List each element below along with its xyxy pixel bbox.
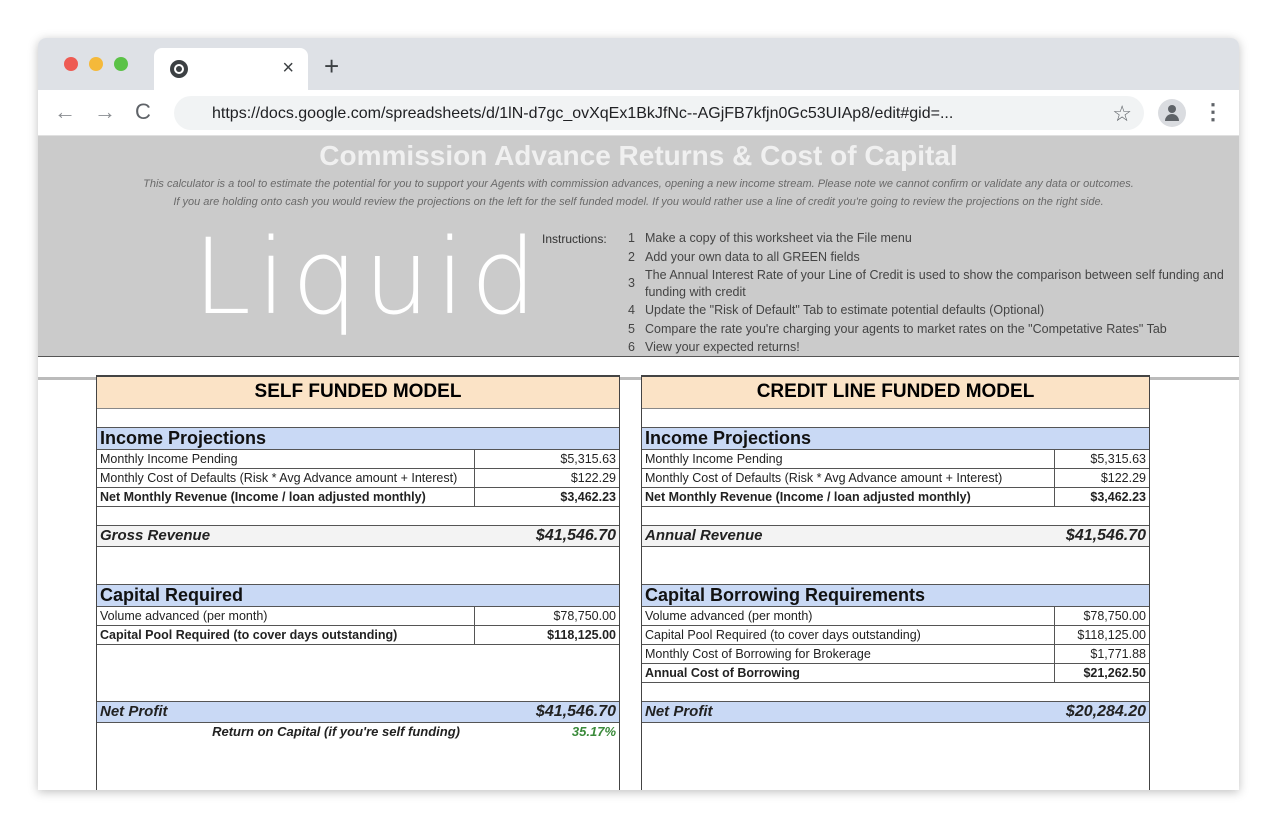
tab-google-sheets[interactable] — [154, 48, 308, 90]
table-row[interactable]: Monthly Income Pending $5,315.63 — [97, 449, 619, 468]
self-funded-panel — [96, 375, 620, 790]
new-tab-button[interactable]: + — [324, 51, 340, 81]
table-row[interactable]: Monthly Cost of Borrowing for Brokerage $1,771.88 — [642, 644, 1149, 663]
instruction-item: 5 Compare the rate you're charging your agents to market rates on the "Competative Rates" Tab — [628, 321, 1167, 336]
instructions-label: Instructions: — [542, 232, 607, 246]
instruction-item: 1 Make a copy of this worksheet via the File menu — [628, 231, 912, 245]
chrome-icon — [170, 60, 188, 78]
forward-arrow-icon[interactable]: → — [94, 99, 116, 124]
sheet-header — [38, 136, 1239, 357]
table-row[interactable]: Capital Pool Required (to cover days outstanding) $118,125.00 — [97, 625, 619, 644]
close-window-button[interactable] — [64, 57, 78, 71]
credit-line-title[interactable]: CREDIT LINE FUNDED MODEL — [642, 376, 1149, 408]
instruction-item: 6 View your expected returns! — [628, 340, 800, 354]
more-menu-icon[interactable]: ⋮ — [1202, 99, 1224, 124]
self-funded-title[interactable]: SELF FUNDED MODEL — [97, 376, 619, 408]
annual-revenue-row[interactable]: Annual Revenue $41,546.70 — [642, 525, 1149, 546]
credit-line-panel — [641, 375, 1150, 790]
browser-window — [38, 38, 1239, 790]
instruction-item: 2 Add your own data to all GREEN fields — [628, 249, 860, 264]
instruction-item: 4 Update the "Risk of Default" Tab to estimate potential defaults (Optional) — [628, 303, 1045, 317]
profile-avatar-icon[interactable] — [1158, 99, 1186, 127]
tab-bar — [38, 38, 1239, 90]
section-income-projections[interactable]: Income Projections — [97, 427, 619, 449]
instruction-item: 3 The Annual Interest Rate of your Line of Credit is used to show the comparison between self funding and funding with credit — [628, 268, 1224, 299]
tab-close-icon[interactable]: × — [282, 57, 294, 79]
maximize-window-button[interactable] — [114, 57, 128, 71]
table-row[interactable]: Annual Cost of Borrowing $21,262.50 — [642, 663, 1149, 682]
back-arrow-icon[interactable]: ← — [54, 99, 76, 124]
address-bar[interactable] — [174, 96, 1144, 130]
table-row[interactable]: Volume advanced (per month) $78,750.00 — [97, 606, 619, 625]
return-on-capital-row[interactable]: Return on Capital (if you're self funding) 35.17% — [212, 724, 616, 740]
section-capital-borrowing[interactable]: Capital Borrowing Requirements — [642, 584, 1149, 606]
table-row[interactable]: Volume advanced (per month) $78,750.00 — [642, 606, 1149, 625]
table-row[interactable]: Capital Pool Required (to cover days outstanding) $118,125.00 — [642, 625, 1149, 644]
browser-toolbar — [38, 90, 1239, 136]
liquid-logo: Liquid — [193, 216, 543, 338]
table-row[interactable]: Monthly Cost of Defaults (Risk * Avg Advance amount + Interest) $122.29 — [97, 468, 619, 487]
table-row[interactable]: Monthly Income Pending $5,315.63 — [642, 449, 1149, 468]
bookmark-star-icon[interactable]: ☆ — [1112, 101, 1132, 126]
page-title: Commission Advance Returns & Cost of Capital — [319, 140, 958, 171]
description-line-1: This calculator is a tool to estimate the potential for you to support your Agents with commission advances, opening a new income stream. Please note we cannot confirm or validate any data or outcomes. — [143, 178, 1134, 190]
minimize-window-button[interactable] — [89, 57, 103, 71]
reload-icon[interactable]: C — [135, 99, 151, 124]
instructions-list — [628, 230, 1228, 358]
table-row[interactable]: Monthly Cost of Defaults (Risk * Avg Advance amount + Interest) $122.29 — [642, 468, 1149, 487]
gross-revenue-row[interactable]: Gross Revenue $41,546.70 — [97, 525, 619, 546]
net-profit-row[interactable]: Net Profit $41,546.70 — [97, 701, 619, 722]
section-income-projections[interactable]: Income Projections — [642, 427, 1149, 449]
description-line-2: If you are holding onto cash you would review the projections on the left for the self funded model. If you would rather use a line of credit you're going to review the projections on the right side. — [173, 196, 1104, 208]
table-row[interactable]: Net Monthly Revenue (Income / loan adjusted monthly) $3,462.23 — [97, 487, 619, 506]
net-profit-row[interactable]: Net Profit $20,284.20 — [642, 701, 1149, 722]
url-text[interactable]: https://docs.google.com/spreadsheets/d/1lN-d7gc_ovXqEx1BkJfNc--AGjFB7kfjn0Gc53UIAp8/edit#gid=... — [212, 105, 954, 122]
section-capital-required[interactable]: Capital Required — [97, 584, 619, 606]
table-row[interactable]: Net Monthly Revenue (Income / loan adjusted monthly) $3,462.23 — [642, 487, 1149, 506]
